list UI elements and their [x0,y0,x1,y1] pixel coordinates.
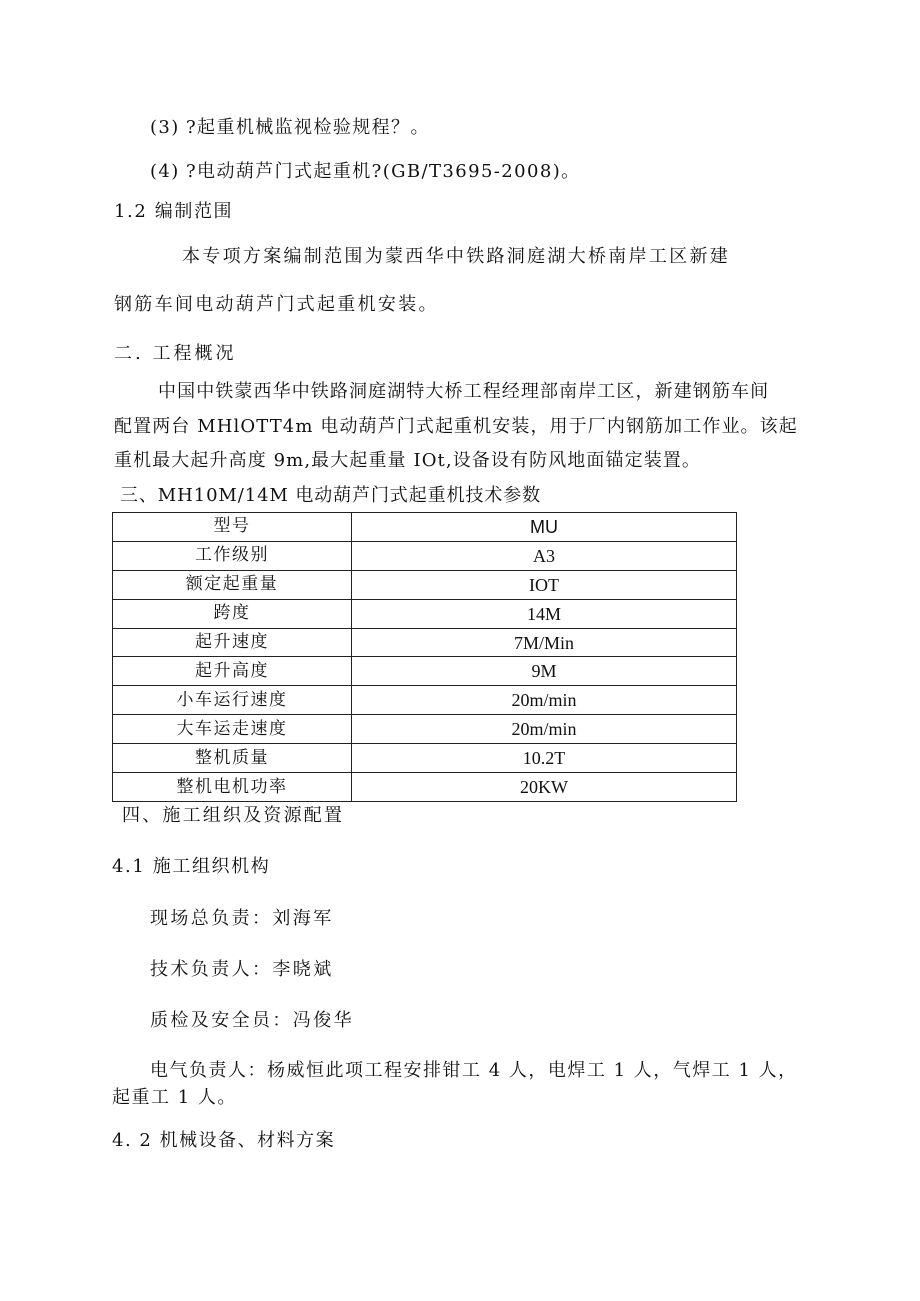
spec-label: 大车运走速度 [113,715,352,744]
tech-manager-line: 技术负责人：李晓斌 [150,959,334,980]
spec-value: 20m/min [352,686,737,715]
section-2-heading: 二. 工程概况 [114,343,237,364]
spec-value: 20m/min [352,715,737,744]
electrical-line: 起重工 1 人。 [112,1087,237,1108]
section-3-heading: 三、MH10M/14M 电动葫芦门式起重机技术参数 [120,485,542,506]
spec-label: 小车运行速度 [113,686,352,715]
table-row [113,657,737,686]
spec-label: 工作级别 [113,541,352,570]
section-1-2-paragraph-line: 本专项方案编制范围为蒙西华中铁路洞庭湖大桥南岸工区新建 [182,246,731,267]
reference-num-4: (4) [150,161,180,182]
spec-value: IOT [352,570,737,599]
table-row [113,686,737,715]
spec-label: 整机电机功率 [113,773,352,802]
spec-table [112,512,737,802]
section-1-2-paragraph-line: 钢筋车间电动葫芦门式起重机安装。 [114,294,439,315]
spec-value: A3 [352,541,737,570]
table-row [113,599,737,628]
table-row [113,513,737,542]
spec-label: 起升速度 [113,628,352,657]
spec-label: 整机质量 [113,744,352,773]
section-4-2-heading: 4. 2 机械设备、材料方案 [112,1130,336,1151]
electrical-line: 电气负责人：杨威恒此项工程安排钳工 4 人，电焊工 1 人，气焊工 1 人， [150,1060,798,1081]
table-row [113,541,737,570]
spec-value: 10.2T [352,744,737,773]
spec-label: 起升高度 [113,657,352,686]
spec-label: 额定起重量 [113,570,352,599]
table-row [113,628,737,657]
table-row [113,570,737,599]
table-row [113,715,737,744]
safety-officer-line: 质检及安全员：冯俊华 [150,1010,354,1031]
table-row [113,744,737,773]
site-manager-line: 现场总负责：刘海军 [150,908,334,929]
spec-value: 7M/Min [352,628,737,657]
section-4-1-heading: 4.1 施工组织机构 [112,856,271,877]
reference-text-3: ?起重机械监视检验规程？。 [186,117,430,138]
section-4-heading: 四、施工组织及资源配置 [122,805,345,826]
spec-value: MU [352,513,737,542]
reference-text-4: ?电动葫芦门式起重机?(GB/T3695-2008)。 [186,161,581,182]
section-2-paragraph-line: 中国中铁蒙西华中铁路洞庭湖特大桥工程经理部南岸工区，新建钢筋车间 [158,381,770,402]
spec-value: 9M [352,657,737,686]
spec-label: 型号 [113,513,352,542]
spec-value: 20KW [352,773,737,802]
section-2-paragraph-line: 重机最大起升高度 9m,最大起重量 IOt,设备设有防风地面锚定装置。 [114,450,702,471]
table-row [113,773,737,802]
spec-label: 跨度 [113,599,352,628]
spec-value: 14M [352,599,737,628]
section-1-2-heading: 1.2 编制范围 [114,201,234,222]
reference-num-3: (3) [150,117,180,138]
section-2-paragraph-line: 配置两台 MHlOTT4m 电动葫芦门式起重机安装，用于厂内钢筋加工作业。该起 [114,416,798,437]
